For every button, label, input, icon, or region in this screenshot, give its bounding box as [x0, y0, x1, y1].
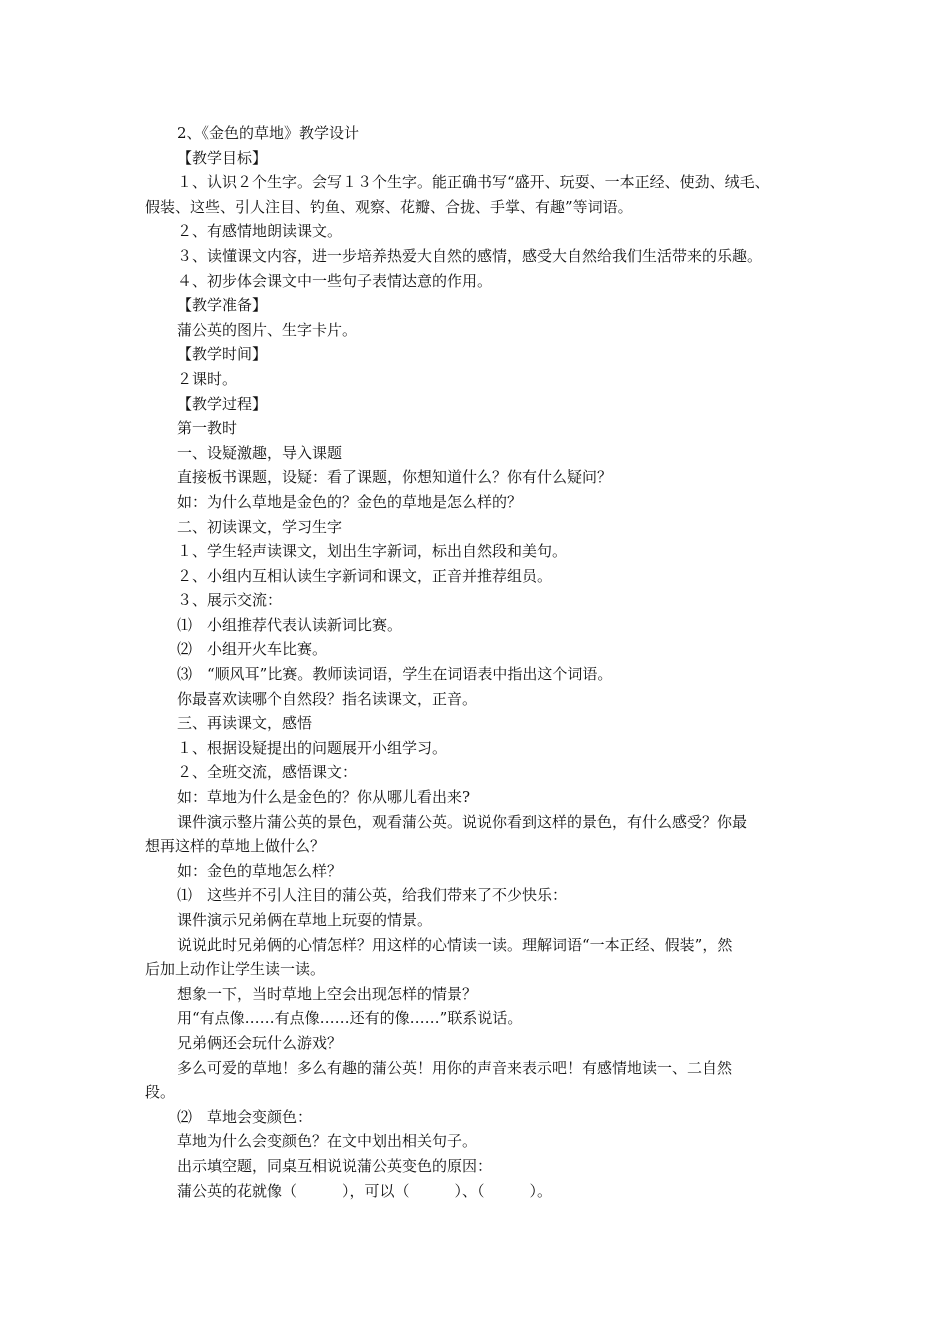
text-line: ２、有感情地朗读课文。 — [177, 222, 343, 241]
text-line: 多么可爱的草地！多么有趣的蒲公英！用你的声音来表示吧！有感情地读一、二自然 — [177, 1058, 733, 1077]
text-line: 【教学准备】 — [177, 296, 268, 315]
text-line: １、根据设疑提出的问题展开小组学习。 — [177, 738, 448, 757]
text-line: ⑴ 这些并不引人注目的蒲公英，给我们带来了不少快乐： — [177, 886, 568, 905]
text-line: 用“有点像……有点像……还有的像……”联系说话。 — [177, 1009, 523, 1028]
text-line: １、学生轻声读课文，划出生字新词，标出自然段和美句。 — [177, 542, 568, 561]
text-line: 兄弟俩还会玩什么游戏？ — [177, 1033, 343, 1052]
text-line: 说说此时兄弟俩的心情怎样？用这样的心情读一读。理解词语“一本正经、假装”，然 — [177, 935, 733, 954]
text-line: ⑵ 小组开火车比赛。 — [177, 640, 328, 659]
text-line: 二、初读课文，学习生字 — [177, 517, 343, 536]
text-line: ２、小组内互相认读生字新词和课文，正音并推荐组员。 — [177, 566, 553, 585]
text-line: 课件演示整片蒲公英的景色，观看蒲公英。说说你看到这样的景色，有什么感受？你最 — [177, 812, 748, 831]
text-line: ３、读懂课文内容，进一步培养热爱大自然的感情，感受大自然给我们生活带来的乐趣。 — [177, 246, 763, 265]
text-line: 一、设疑激趣，导入课题 — [177, 443, 343, 462]
text-line: 你最喜欢读哪个自然段？指名读课文，正音。 — [177, 689, 478, 708]
text-line: 直接板书课题，设疑：看了课题，你想知道什么？你有什么疑问？ — [177, 468, 613, 487]
text-line: 出示填空题，同桌互相说说蒲公英变色的原因： — [177, 1156, 493, 1175]
text-line: 课件演示兄弟俩在草地上玩耍的情景。 — [177, 911, 433, 929]
text-line: 蒲公英的图片、生字卡片。 — [177, 320, 358, 339]
document-body — [145, 121, 810, 1203]
text-line: ２课时。 — [177, 369, 238, 388]
text-line: ３、展示交流： — [177, 591, 283, 610]
text-line: ４、初步体会课文中一些句子表情达意的作用。 — [177, 271, 493, 290]
text-line: 三、再读课文，感悟 — [177, 714, 313, 733]
text-line: 如：金色的草地怎么样？ — [177, 861, 343, 880]
text-line: ⑴ 小组推荐代表认读新词比赛。 — [177, 615, 403, 634]
text-line: ２、全班交流，感悟课文： — [177, 763, 358, 782]
text-line: 【教学目标】 — [177, 148, 268, 167]
text-line: １、认识２个生字。会写１３个生字。能正确书写“盛开、玩耍、一本正经、使劲、绒毛、 — [177, 173, 770, 192]
text-line: 【教学时间】 — [177, 345, 268, 364]
text-line: 第一教时 — [177, 419, 238, 438]
text-line: 2、《金色的草地》教学设计 — [177, 124, 360, 142]
text-line: ⑵ 草地会变颜色： — [177, 1107, 313, 1126]
text-line: 段。 — [145, 1083, 176, 1102]
text-line: 草地为什么会变颜色？在文中划出相关句子。 — [177, 1132, 478, 1151]
text-line: 假装、这些、引人注目、钓鱼、观察、花瓣、合拢、手掌、有趣”等词语。 — [145, 197, 633, 216]
text-line: 如：草地为什么是金色的？你从哪儿看出来? — [177, 788, 471, 807]
text-line: 蒲公英的花就像（ ），可以（ ）、（ ）。 — [177, 1181, 553, 1200]
text-line: 想再这样的草地上做什么？ — [145, 837, 326, 856]
text-line: ⑶ “顺风耳”比赛。教师读词语，学生在词语表中指出这个词语。 — [177, 665, 613, 684]
text-line: 如：为什么草地是金色的？金色的草地是怎么样的？ — [177, 492, 523, 511]
text-line: 【教学过程】 — [177, 394, 268, 413]
text-line: 后加上动作让学生读一读。 — [145, 960, 326, 979]
text-line: 想象一下，当时草地上空会出现怎样的情景？ — [177, 984, 478, 1003]
